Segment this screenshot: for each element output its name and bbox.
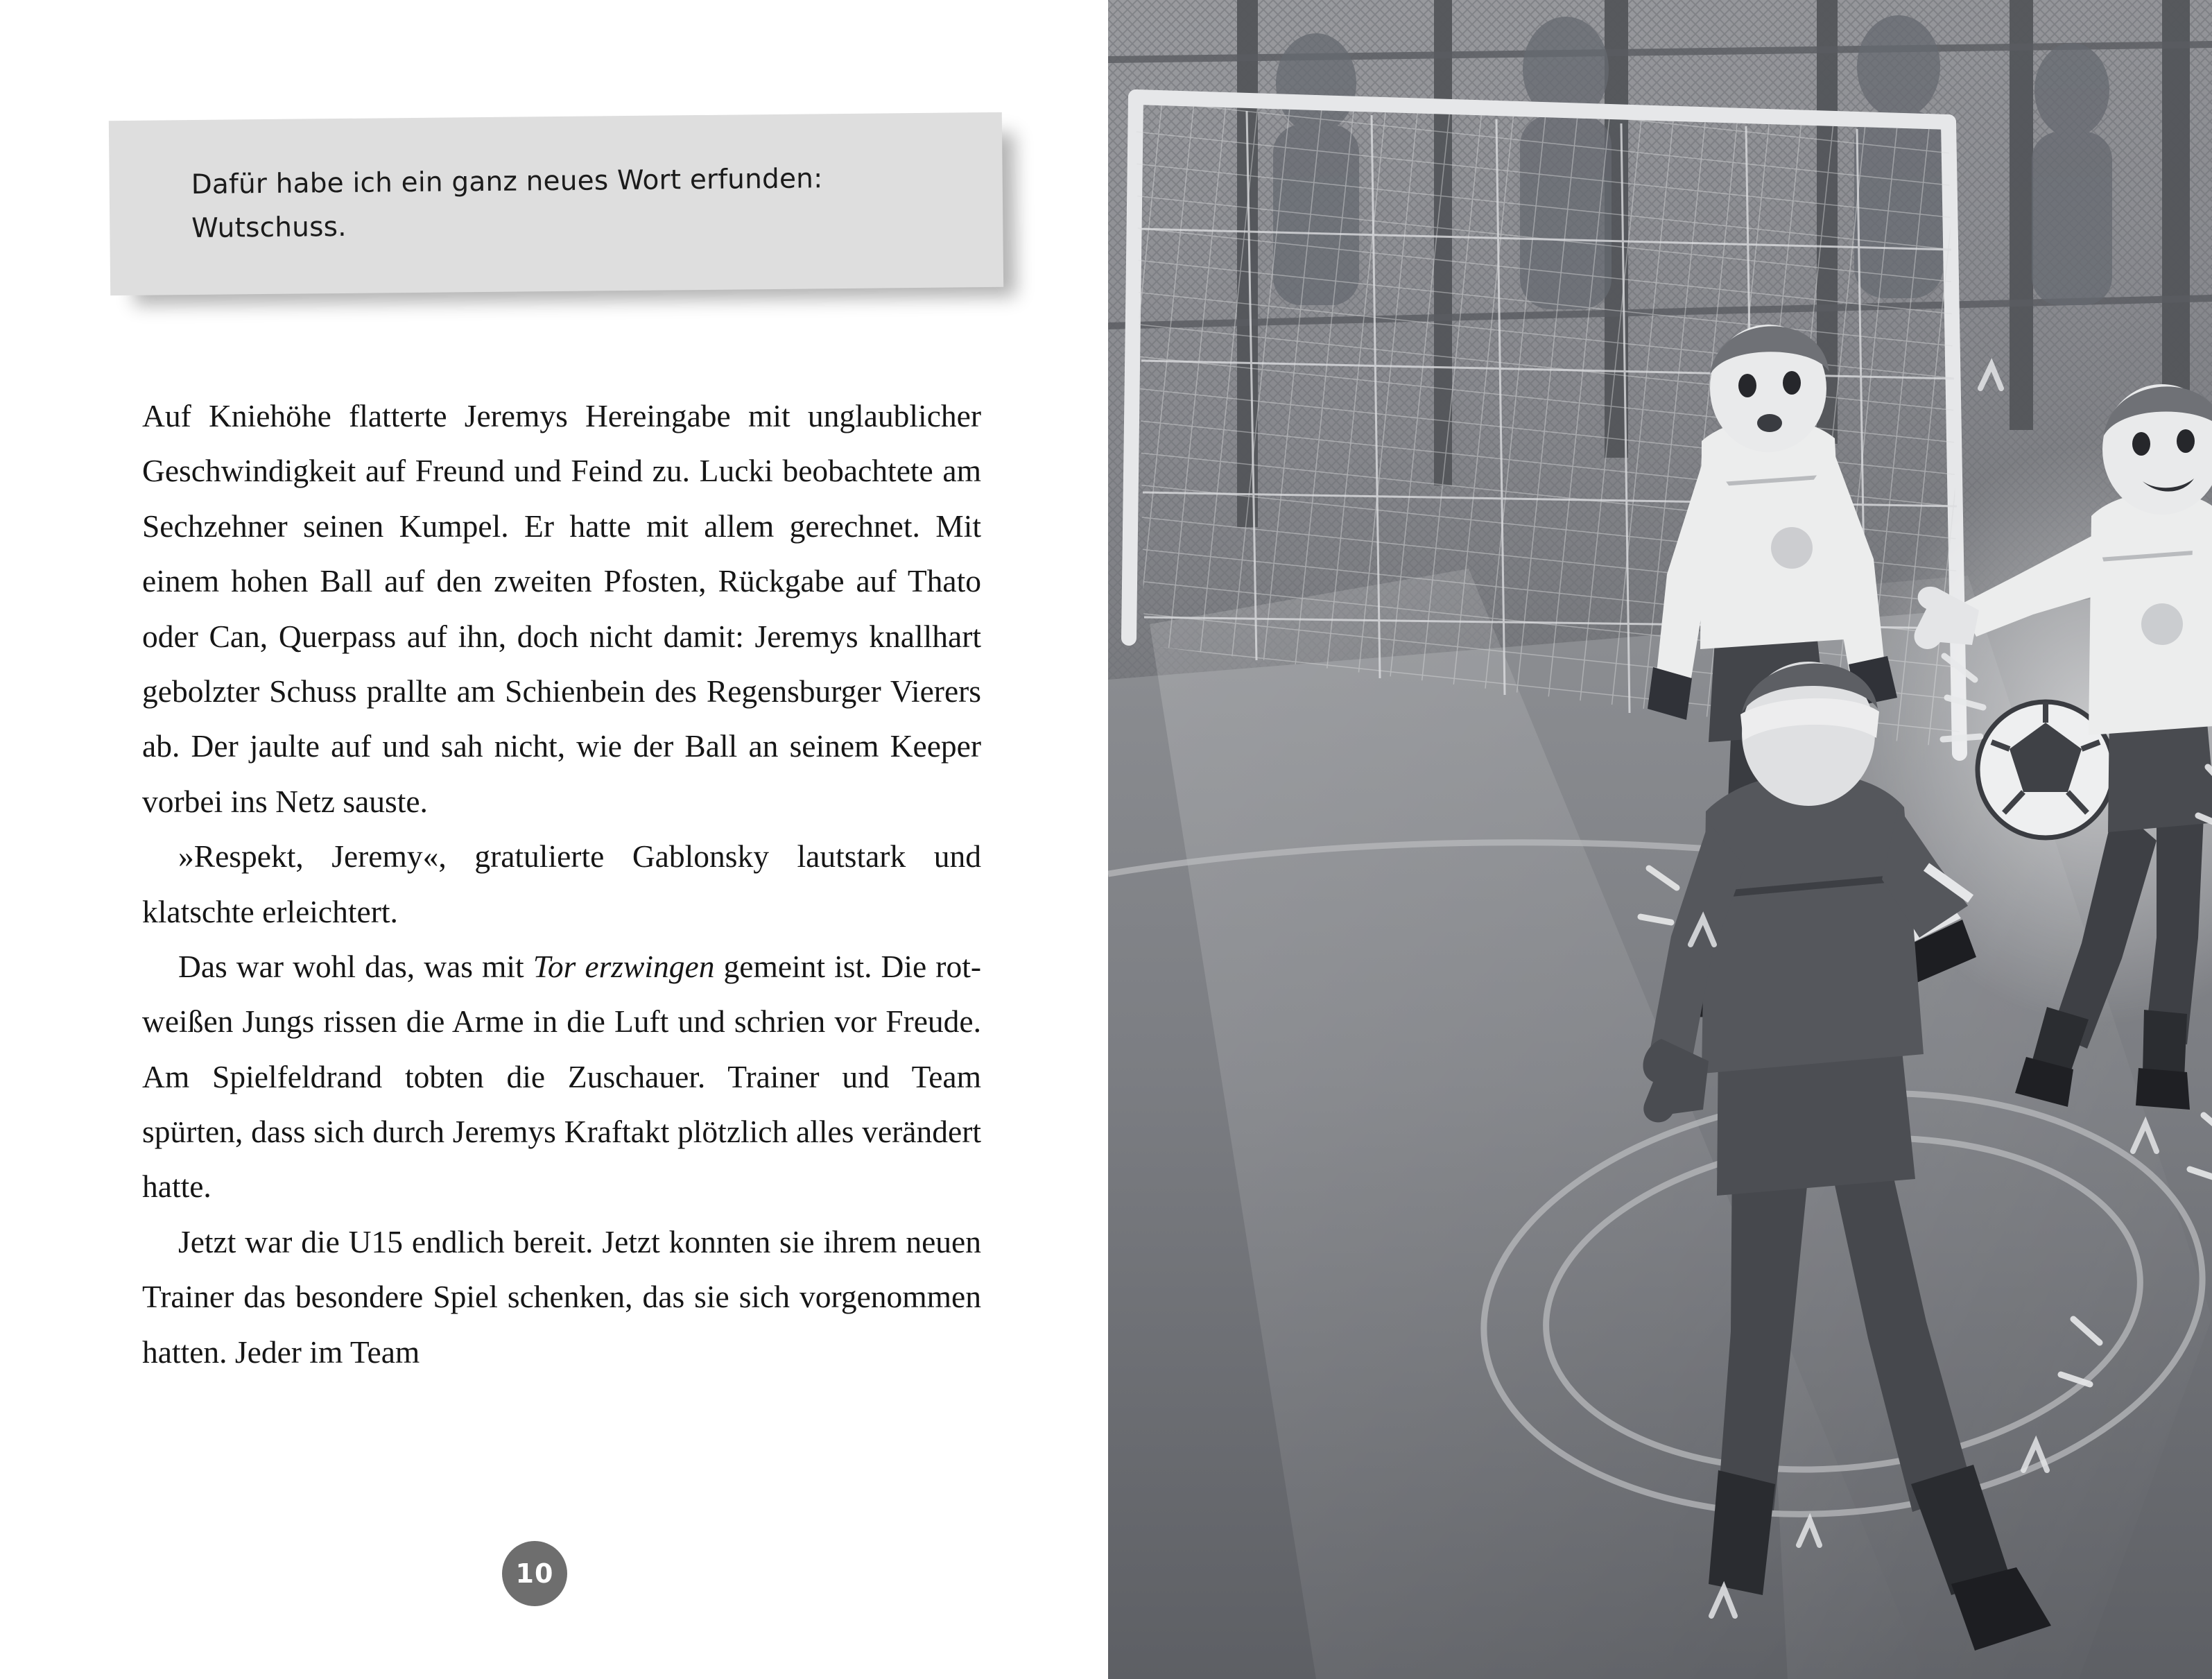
callout-text: Dafür habe ich ein ganz neues Wort erfunden: Wutschuss. — [191, 163, 823, 245]
paragraph-3-italic: Tor erzwingen — [533, 948, 715, 984]
body-text-column — [142, 388, 981, 1379]
paragraph-3-part-a: Das war wohl das, was mit — [178, 948, 533, 984]
paragraph-3 — [142, 939, 981, 1214]
right-illustration-page — [1108, 0, 2212, 1679]
callout-box — [110, 117, 1003, 291]
page-number-badge: 10 — [502, 1541, 567, 1606]
callout-panel — [109, 112, 1003, 296]
paragraph-3-part-b: gemeint ist. Die rot-weißen Jungs rissen die Arme in die Luft und schrien vor Freude. Am Spielfeldrand tobten die Zuschauer. Trainer und Team spürten, dass sich durch Jeremys Kraftakt plötzlich alles verändert hatte. — [142, 948, 981, 1205]
soccer-goal-celebration-illustration — [1108, 0, 2212, 1679]
paragraph-4: Jetzt war die U15 endlich bereit. Jetzt konnten sie ihrem neuen Trainer das besondere Spiel schenken, das sie sich vorgenommen hatten. Jeder im Team — [142, 1223, 981, 1370]
paragraph-1: Auf Kniehöhe flatterte Jeremys Hereingabe mit unglaublicher Geschwindigkeit auf Freund und Feind zu. Lucki beobachtete am Sechzehner seinen Kumpel. Er hatte mit allem gerechnet. Mit einem hohen Ball auf den zweiten Pfosten, Rückgabe auf Thato oder Can, Querpass auf ihn, doch nicht damit: Jeremys knallhart gebolzter Schuss prallte am Schienbein des Regensburger Vierers ab. Der jaulte auf und sah nicht, wie der Ball an seinem Keeper vorbei ins Netz sauste. — [142, 398, 981, 819]
paragraph-2: »Respekt, Jeremy«, gratulierte Gablonsky lautstark und klatschte erleichtert. — [142, 838, 981, 929]
